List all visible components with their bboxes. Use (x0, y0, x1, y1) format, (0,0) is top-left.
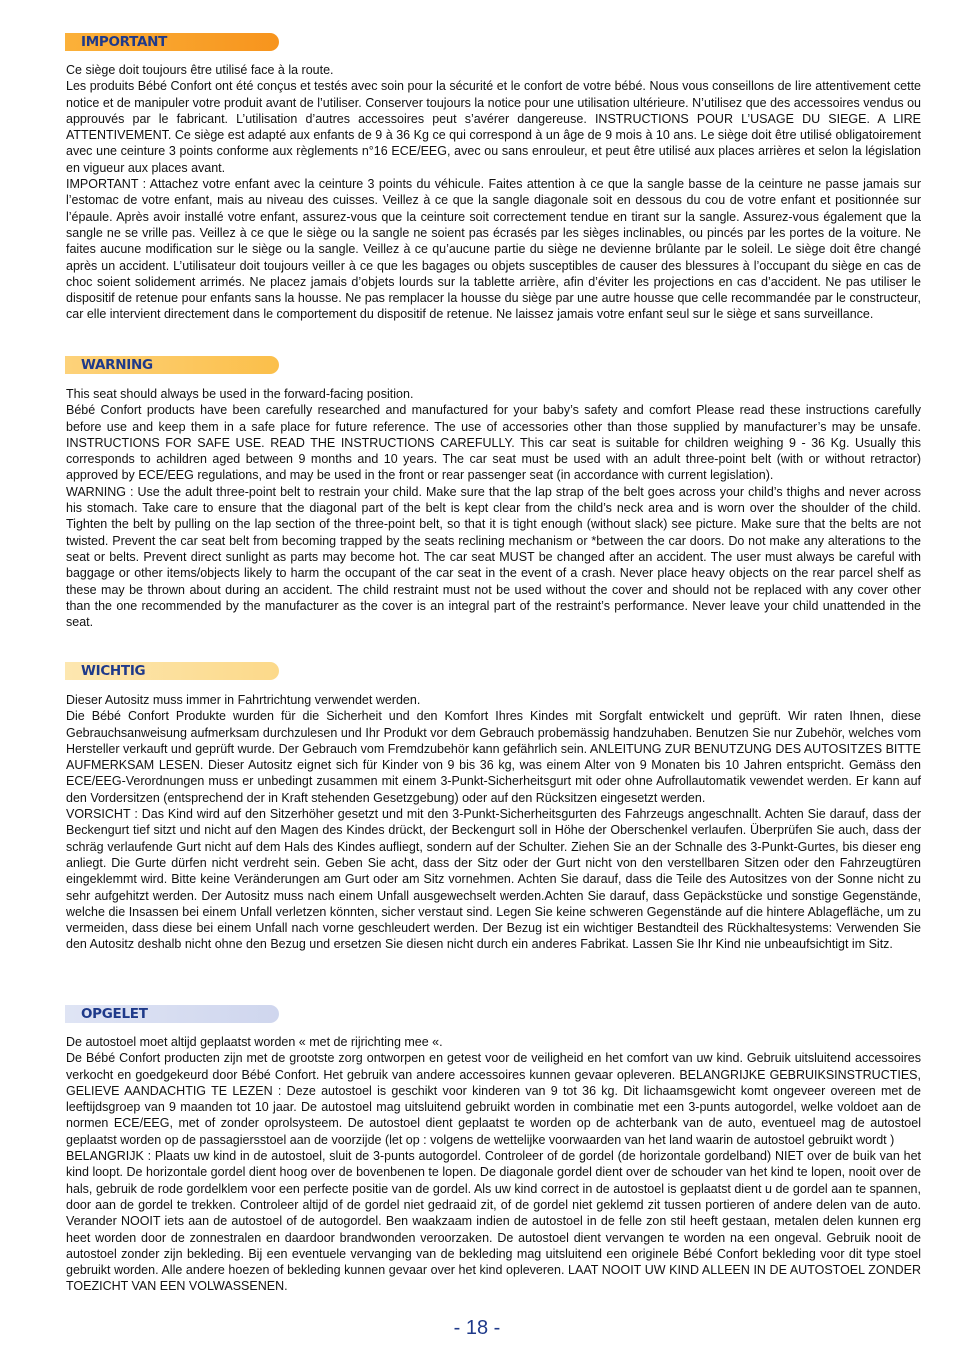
paragraph: VORSICHT : Das Kind wird auf den Sitzerhöher gesetzt und mit den 3-Punkt-Sicherheitsgurten des Fahrzeugs angeschnallt. Achten Sie darauf, dass der Beckengurt tief sitzt und nicht auf den Magen des Kindes drückt, der Beckengurt soll in Höhe der Oberschenkel verlaufen. Überprüfen Sie auch, dass der schräg verlaufende Gurt nicht auf dem Hals des Kindes aufliegt, sondern auf der Schulter. Ziehen Sie an der Schnalle des 3-Punkt-Gurtes, bis dieser eng anliegt. Die Gurte dürfen nicht verdreht sein. Geben Sie acht, dass der Sitz oder der Gurt nicht von den verstellbaren Sitzen oder den Fahrzeugtüren eingeklemmt wird. Bitte keine Veränderungen am Gurt oder am Sitz vornehmen. Achten Sie darauf, dass die Teile des Autositzes von der Sonne nicht zu sehr aufgehitzt werden. Der Autositz muss nach einem Unfall ausgewechselt werden.Achten Sie darauf, dass Gepäckstücke und sonstige Gegenstände, welche die Insassen bei einem Unfall verletzen könnten, sicher verstaut sind. Legen Sie keine schweren Gegenstände auf die hintere Ablagefläche, um zu vermeiden, dass diese bei einem Unfall nach vorne geschleudert werden. Der Bezug ist ein wichtiger Bestandteil des Rückhaltesystems: Verwenden Sie den Autositz deshalb nicht ohne den Bezug und ersetzen Sie diesen nicht durch ein anderes Fabrikat. Lassen Sie Ihr Kind nie unbeaufsichtigt im Sitz. (66, 807, 921, 952)
section-body-opgelet (66, 1034, 921, 1295)
paragraph: Les produits Bébé Confort ont été conçus et testés avec soin pour la sécurité et le confort de votre bébé. Nous vous conseillons de lire attentivement cette notice et de manipuler votre produit avant de l’utiliser. Conserver toujours la notice pour une utilisation ultérieure. N’utilisez que des accessoires vendus ou approuvés par le fabricant. L’utilisation d’autres accessoires peut s’avérer dangereuse. INSTRUCTIONS POUR L’USAGE DU SIEGE. A LIRE ATTENTIVEMENT. Ce siège est adapté aux enfants de 9 à 36 Kg ce qui correspond à un âge de 9 mois à 10 ans. Le siège doit être utilisé obligatoirement avec une ceinture 3 points conforme aux règlements n°16 ECE/EEG, avec ou sans enrouleur, et peut être utilisé aux places arrières et selon la législation en vigueur aux places avant. (66, 79, 921, 175)
page-number: - 18 - (453, 1317, 501, 1339)
paragraph: BELANGRIJK : Plaats uw kind in de autostoel, sluit de 3-punts autogordel. Controleer of de gordel (de horizontale gordelband) NIET over de buik van het kind loopt. De horizontale gordel dient hoog over de bovenbenen te lopen. De diagonale gordel dient over de schouder van het kind te lopen, nooit over de hals, gebruik de rode gordelklem voor een perfecte positie van de gordel. Als uw kind correct in de autostoel is geplaatst dient u de gordel aan te spannen, door aan de gordel te trekken. Controleer altijd of de gordel niet gedraaid zit, of de gordel niet geklemd zit tussen portieren of andere delen van de auto. Verander NOOIT iets aan de autostoel of de autogordel. Ben waakzaam indien de autostoel in de felle zon stil heeft gestaan, metalen delen kunnen erg heet worden door de zonnestralen en daardoor brandwonden veroorzaken. De autostoel dient vervangen te worden na een ongeval. Gebruik nooit de autostoel zonder zijn bekleding. Bij een eventuele vervanging van de bekleding mag uitsluitend een originele Bébé Confort bekleding voor dit type stoel gebruikt worden. Alle andere hoezen of bekleding kunnen gevaar over het kind opleveren. LAAT NOOIT UW KIND ALLEEN IN DE AUTOSTOEL ZONDER TOEZICHT VAN EEN VOLWASSENEN. (66, 1149, 921, 1294)
paragraph: WARNING : Use the adult three-point belt to restrain your child. Make sure that the lap strap of the belt goes across your child’s thighs and never across his stomach. Take care to ensure that the diagonal part of the belt is kept clear from the child’s neck area and is worn over the shoulder of the child. Tighten the belt by pulling on the lap section of the three-point belt, so that it is tight enough (without slack) see picture. Make sure that the belts are not twisted. Prevent the car seat belt from becoming trapped by the seats reclining mechanism or *between the car doors. Do not make any alterations to the seat or belts. Prevent direct sunlight as parts may become hot. The car seat MUST be changed after an accident. The user must always be careful with baggage or other items/objects likely to harm the occupant of the car seat in the event of a crash. Never place heavy objects on the rear parcel shelf as these may be thrown about during an accident. The child restraint must not be used without the cover and should not be replaced with any cover other than the one recommended by the manufacturer as the cover is an integral part of the restraint’s performance. Never leave your child unattended in the seat. (66, 484, 921, 630)
paragraph: De Bébé Confort producten zijn met de grootste zorg ontworpen en getest voor de veiligheid en het comfort van uw kind. Gebruik uitsluitend accessoires verkocht en goedgekeurd door Bébé Confort. Het gebruik van andere accessoires kunnen gevaar opleveren. BELANGRIJKE GEBRUIKSINSTRUCTIES, GELIEVE AANDACHTIG TE LEZEN : Deze autostoel is geschikt voor kinderen van 9 tot 36 kg. Dit lichaamsgewicht komt ongeveer overeen met de leeftijdsgroep van 9 maanden tot 10 jaar. De autostoel mag uitsluitend gebruikt worden in combinatie met een 3-punts autogordel, welke voldoet aan de normen ECE/EEG, met of zonder oprolsysteem. De autostoel dient geplaatst te worden op de achterbank van de auto, eventueel mag de autostoel geplaatst worden op de passagiersstoel aan de voorzijde (let op : volgens de wettelijke voorwaarden van het land waarin de autostoel gebruikt wordt ) (66, 1051, 921, 1147)
section-heading-warning: WARNING (65, 356, 279, 374)
paragraph: IMPORTANT : Attachez votre enfant avec la ceinture 3 points du véhicule. Faites attention à ce que la sangle basse de la ceinture ne passe jamais sur l’estomac de votre enfant, mais au niveau des cuisses. Veillez à ce que la sangle diagonale soit en dessous du cou de votre enfant et positionnée sur l’épaule. Après avoir installé votre enfant, assurez-vous que la ceinture soit correctement tendue en tirant sur la sangle. Assurez-vous également que la sangle ne se vrille pas. Veillez à ce que le siège ou la sangle ne soient pas écrasés par les sièges inclinables, ou pincés par les portes de la voiture. Ne faites aucune modification sur le siège ou la sangle. Veillez à ce qu’aucune partie du siège ne devienne brûlante par le soleil. Le siège doit être changé après un accident. L’utilisateur doit toujours veiller à ce que les bagages ou objets susceptibles de causer des blessures à l’occupant du siège en cas de choc soient solidement arrimés. Ne placez jamais d’objets lourds sur la tablette arrière, afin d’éviter les projections en cas d’accident. Ne pas utiliser le dispositif de retenue pour enfants sans la housse. Ne pas remplacer la housse du siège par une autre housse que celle recommandée par le constructeur, car elle intervient directement dans le comportement du dispositif de retenue. Ne laissez jamais votre enfant seul sur le siège et sans surveillance. (66, 177, 921, 322)
intro-line: Dieser Autositz muss immer in Fahrtrichtung verwendet werden. (66, 693, 421, 707)
section-heading-opgelet: OPGELET (65, 1005, 279, 1023)
section-body-wichtig (66, 692, 921, 953)
intro-line: Ce siège doit toujours être utilisé face à la route. (66, 63, 334, 77)
section-heading-important: IMPORTANT (65, 33, 279, 51)
paragraph: Die Bébé Confort Produkte wurden für die Sicherheit und den Komfort Ihres Kindes mit Sorgfalt entwickelt und geprüft. Wir raten Ihnen, diese Gebrauchsanweisung aufmerksam durchzulesen und Ihr Produkt vor dem Gebrauch probemässig handzuhaben. Benutzen Sie nur Zubehör, welches vom Hersteller verkauft und geprüft wurde. Der Gebrauch vom Fremdzubehör kann gefährlich sein. ANLEITUNG ZUR BENUTZUNG DES AUTOSITZES BITTE AUFMERKSAM LESEN. Dieser Autositz eignet sich für Kinder von 9 bis 36 kg, was einem Alter von 9 Monaten bis 10 Jahren entspricht. Gemäss den ECE/EEG-Verordnungen muss er unbedingt zusammen mit einem 3-Punkt-Sicherheitsgurt mit oder ohne Aufrollautomatik vewendet werden. Er kann auf den Vordersitzen (entsprechend der in Kraft stehenden Gesetzgebung) oder auf den Rücksitzen eingesetzt werden. (66, 709, 921, 805)
intro-line: De autostoel moet altijd geplaatst worden « met de rijrichting mee «. (66, 1035, 443, 1049)
section-body-important (66, 62, 921, 323)
intro-line: This seat should always be used in the forward-facing position. (66, 387, 414, 401)
section-heading-wichtig: WICHTIG (65, 662, 279, 680)
section-body-warning (66, 386, 921, 630)
paragraph: Bébé Confort products have been carefully researched and manufactured for your baby’s safety and comfort Please read these instructions carefully before use and keep them in a safe place for future reference. The use of accessories other than those supplied by manufacturer’s may be unsafe. INSTRUCTIONS FOR SAFE USE. READ THE INSTRUCTIONS CAREFULLY. This car seat is suitable for children weighing 9 - 36 Kg. Usually this corresponds to achildren aged between 9 months and 10 years. The car seat must be used with an adult three-point belt (with or without retractor) approved by ECE/EEG regulations, and may be used in the front or rear passenger seat (in accordance with current legislation). (66, 403, 921, 483)
